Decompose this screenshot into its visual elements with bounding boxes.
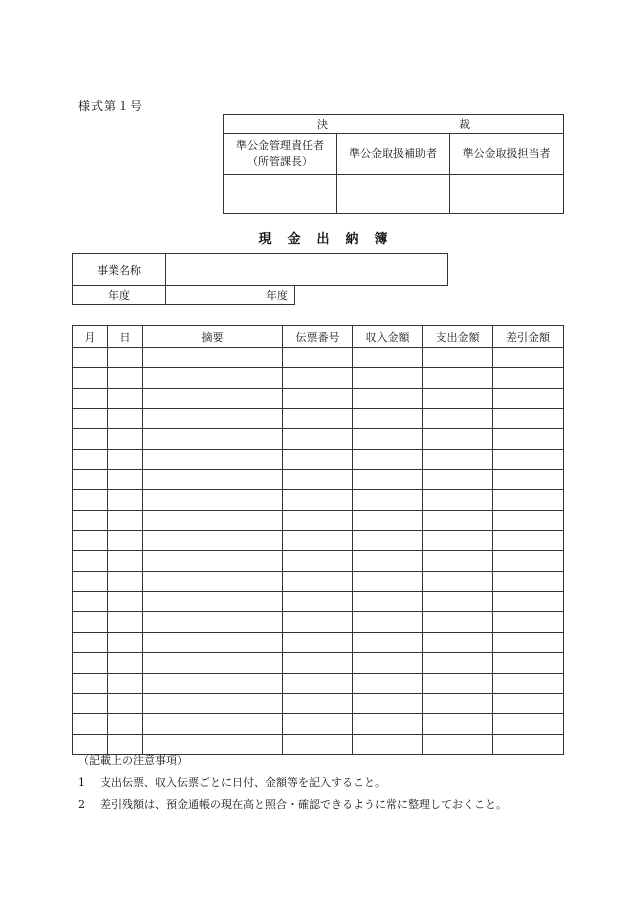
table-row: [73, 653, 564, 673]
ledger-cell[interactable]: [283, 348, 353, 368]
table-row: [73, 673, 564, 693]
ledger-cell[interactable]: [108, 368, 143, 388]
ledger-cell[interactable]: [283, 388, 353, 408]
approval-box: [223, 114, 564, 214]
notes-heading: （記載上の注意事項）: [78, 754, 188, 767]
fiscal-year-label: 年度: [73, 286, 166, 305]
ledger-cell[interactable]: [423, 510, 493, 530]
ledger-cell[interactable]: [143, 368, 283, 388]
ledger-cell[interactable]: [423, 571, 493, 591]
ledger-cell[interactable]: [108, 551, 143, 571]
table-row: [73, 531, 564, 551]
ledger-cell[interactable]: [73, 409, 108, 429]
ledger-cell[interactable]: [108, 632, 143, 652]
ledger-cell[interactable]: [353, 592, 423, 612]
ledger-cell[interactable]: [353, 714, 423, 734]
ledger-cell[interactable]: [353, 571, 423, 591]
ledger-cell[interactable]: [423, 409, 493, 429]
ledger-cell[interactable]: [108, 510, 143, 530]
ledger-cell[interactable]: [73, 714, 108, 734]
ledger-cell[interactable]: [493, 348, 564, 368]
ledger-cell[interactable]: [493, 714, 564, 734]
ledger-cell[interactable]: [73, 592, 108, 612]
ledger-cell[interactable]: [423, 388, 493, 408]
ledger-cell[interactable]: [108, 592, 143, 612]
ledger-cell[interactable]: [423, 653, 493, 673]
ledger-cell[interactable]: [353, 490, 423, 510]
ledger-cell[interactable]: [353, 551, 423, 571]
ledger-cell[interactable]: [353, 470, 423, 490]
table-row: [73, 571, 564, 591]
ledger-cell[interactable]: [353, 388, 423, 408]
ledger-cell[interactable]: [423, 531, 493, 551]
blank-cell: [295, 286, 448, 305]
ledger-cell[interactable]: [283, 612, 353, 632]
ledger-cell[interactable]: [353, 510, 423, 530]
ledger-cell[interactable]: [423, 348, 493, 368]
ledger-cell[interactable]: [143, 388, 283, 408]
ledger-cell[interactable]: [493, 409, 564, 429]
ledger-cell[interactable]: [283, 714, 353, 734]
approval-header: 決 裁: [224, 115, 564, 134]
ledger-cell[interactable]: [73, 510, 108, 530]
ledger-cell[interactable]: [143, 653, 283, 673]
ledger-cell[interactable]: [108, 612, 143, 632]
business-info-table: [72, 253, 448, 305]
note-number: 1: [78, 776, 85, 789]
ledger-cell[interactable]: [423, 592, 493, 612]
ledger-cell[interactable]: [143, 551, 283, 571]
ledger-cell[interactable]: [73, 612, 108, 632]
col-balance: 差引金額: [493, 326, 564, 348]
ledger-cell[interactable]: [108, 348, 143, 368]
ledger-cell[interactable]: [143, 693, 283, 713]
ledger-cell[interactable]: [108, 449, 143, 469]
ledger-cell[interactable]: [108, 673, 143, 693]
table-row: [73, 429, 564, 449]
ledger-cell[interactable]: [73, 490, 108, 510]
ledger-cell[interactable]: [143, 531, 283, 551]
business-name-field[interactable]: [166, 254, 448, 286]
ledger-cell[interactable]: [493, 470, 564, 490]
table-row: [73, 449, 564, 469]
col-expense: 支出金額: [423, 326, 493, 348]
role-assistant: 準公金取扱補助者: [337, 134, 450, 175]
ledger-cell[interactable]: [353, 612, 423, 632]
fiscal-year-field[interactable]: 年度: [166, 286, 295, 305]
ledger-cell[interactable]: [283, 551, 353, 571]
ledger-cell[interactable]: [283, 429, 353, 449]
ledger-cell[interactable]: [143, 592, 283, 612]
stamp-handler[interactable]: [450, 175, 564, 214]
stamp-assistant[interactable]: [337, 175, 450, 214]
ledger-cell[interactable]: [73, 673, 108, 693]
col-description: 摘要: [143, 326, 283, 348]
ledger-cell[interactable]: [143, 449, 283, 469]
ledger-cell[interactable]: [73, 368, 108, 388]
ledger-cell[interactable]: [73, 653, 108, 673]
ledger-cell[interactable]: [493, 571, 564, 591]
ledger-cell[interactable]: [283, 470, 353, 490]
col-income: 収入金額: [353, 326, 423, 348]
ledger-cell[interactable]: [423, 490, 493, 510]
ledger-cell[interactable]: [108, 490, 143, 510]
ledger-cell[interactable]: [73, 632, 108, 652]
ledger-cell[interactable]: [493, 653, 564, 673]
ledger-cell[interactable]: [423, 714, 493, 734]
ledger-cell[interactable]: [108, 653, 143, 673]
table-row: [73, 632, 564, 652]
ledger-cell[interactable]: [493, 510, 564, 530]
ledger-cell[interactable]: [283, 592, 353, 612]
ledger-cell[interactable]: [423, 449, 493, 469]
ledger-cell[interactable]: [493, 673, 564, 693]
ledger-cell[interactable]: [283, 632, 353, 652]
ledger-cell[interactable]: [423, 612, 493, 632]
ledger-cell[interactable]: [73, 693, 108, 713]
stamp-manager[interactable]: [224, 175, 337, 214]
business-name-label: 事業名称: [73, 254, 166, 286]
ledger-cell[interactable]: [493, 551, 564, 571]
ledger-cell[interactable]: [353, 673, 423, 693]
ledger-cell[interactable]: [493, 388, 564, 408]
table-row: [73, 612, 564, 632]
ledger-cell[interactable]: [73, 551, 108, 571]
ledger-cell[interactable]: [283, 510, 353, 530]
ledger-cell[interactable]: [108, 714, 143, 734]
role-manager-sub: （所管課長）: [247, 155, 313, 168]
role-manager: [224, 134, 337, 175]
ledger-cell[interactable]: [283, 653, 353, 673]
ledger-cell[interactable]: [283, 693, 353, 713]
ledger-cell[interactable]: [143, 429, 283, 449]
ledger-cell[interactable]: [143, 409, 283, 429]
ledger-cell[interactable]: [143, 470, 283, 490]
ledger-cell[interactable]: [423, 429, 493, 449]
role-handler: 準公金取扱担当者: [450, 134, 564, 175]
ledger-cell[interactable]: [493, 592, 564, 612]
ledger-cell[interactable]: [283, 673, 353, 693]
ledger-cell[interactable]: [73, 449, 108, 469]
ledger-cell[interactable]: [283, 571, 353, 591]
table-row: [73, 510, 564, 530]
ledger-cell[interactable]: [73, 571, 108, 591]
ledger-cell[interactable]: [143, 490, 283, 510]
ledger-cell[interactable]: [493, 429, 564, 449]
ledger-cell[interactable]: [143, 632, 283, 652]
table-row: [73, 470, 564, 490]
ledger-cell[interactable]: [353, 632, 423, 652]
ledger-cell[interactable]: [143, 612, 283, 632]
ledger-cell[interactable]: [353, 368, 423, 388]
ledger-cell[interactable]: [493, 632, 564, 652]
note-text: 支出伝票、収入伝票ごとに日付、金額等を記入すること。: [100, 776, 386, 789]
table-row: [73, 490, 564, 510]
ledger-cell[interactable]: [493, 531, 564, 551]
table-row: [73, 551, 564, 571]
notes: [78, 750, 507, 816]
ledger-cell[interactable]: [353, 409, 423, 429]
ledger-cell[interactable]: [423, 368, 493, 388]
ledger-cell[interactable]: [353, 429, 423, 449]
ledger-table: [72, 325, 564, 755]
ledger-cell[interactable]: [493, 368, 564, 388]
ledger-cell[interactable]: [108, 429, 143, 449]
ledger-cell[interactable]: [353, 653, 423, 673]
ledger-cell[interactable]: [143, 714, 283, 734]
ledger-cell[interactable]: [73, 388, 108, 408]
ledger-cell[interactable]: [108, 571, 143, 591]
ledger-cell[interactable]: [423, 470, 493, 490]
table-row: [73, 714, 564, 734]
table-row: [73, 388, 564, 408]
ledger-cell[interactable]: [283, 368, 353, 388]
ledger-cell[interactable]: [423, 673, 493, 693]
table-row: [73, 368, 564, 388]
ledger-cell[interactable]: [108, 470, 143, 490]
col-day: 日: [108, 326, 143, 348]
ledger-cell[interactable]: [108, 409, 143, 429]
table-row: [73, 693, 564, 713]
note-item: [78, 772, 507, 794]
role-manager-title: 準公金管理責任者: [236, 139, 324, 152]
ledger-cell[interactable]: [108, 693, 143, 713]
table-row: [73, 592, 564, 612]
note-item: [78, 794, 507, 816]
ledger-cell[interactable]: [353, 449, 423, 469]
table-row: [73, 348, 564, 368]
form-number: 様式第１号: [78, 99, 144, 113]
table-row: [73, 409, 564, 429]
ledger-cell[interactable]: [283, 449, 353, 469]
ledger-cell[interactable]: [108, 531, 143, 551]
ledger-cell[interactable]: [493, 693, 564, 713]
col-month: 月: [73, 326, 108, 348]
ledger-cell[interactable]: [493, 449, 564, 469]
ledger-cell[interactable]: [143, 348, 283, 368]
ledger-cell[interactable]: [283, 490, 353, 510]
ledger-cell[interactable]: [73, 429, 108, 449]
ledger-cell[interactable]: [108, 388, 143, 408]
page-title: 現金出納簿: [258, 232, 404, 247]
ledger-cell[interactable]: [73, 348, 108, 368]
ledger-cell[interactable]: [143, 571, 283, 591]
ledger-cell[interactable]: [143, 510, 283, 530]
ledger-cell[interactable]: [493, 612, 564, 632]
ledger-cell[interactable]: [493, 490, 564, 510]
col-slip-number: 伝票番号: [283, 326, 353, 348]
ledger-cell[interactable]: [73, 531, 108, 551]
note-text: 差引残額は、預金通帳の現在高と照合・確認できるように常に整理しておくこと。: [100, 798, 507, 811]
ledger-cell[interactable]: [283, 531, 353, 551]
ledger-cell[interactable]: [353, 531, 423, 551]
ledger-cell[interactable]: [73, 470, 108, 490]
ledger-cell[interactable]: [353, 693, 423, 713]
note-number: 2: [78, 798, 85, 811]
ledger-cell[interactable]: [423, 693, 493, 713]
ledger-cell[interactable]: [423, 632, 493, 652]
ledger-cell[interactable]: [353, 348, 423, 368]
ledger-cell[interactable]: [283, 409, 353, 429]
ledger-cell[interactable]: [143, 673, 283, 693]
ledger-cell[interactable]: [423, 551, 493, 571]
